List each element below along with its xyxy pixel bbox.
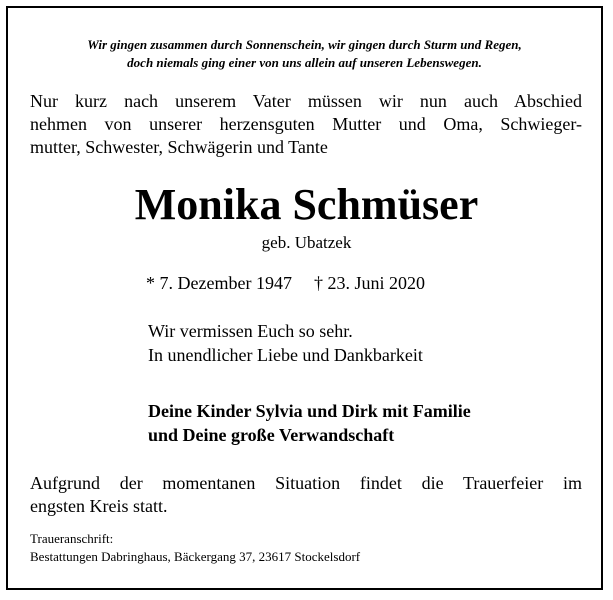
funeral-note	[30, 472, 582, 518]
birth-date: * 7. Dezember 1947	[146, 273, 292, 293]
message	[148, 319, 423, 367]
intro-line-1: Nur kurz nach unserem Vater müssen wir nun auch Abschied	[30, 91, 582, 111]
motto-line-1: Wir gingen zusammen durch Sonnenschein, wir gingen durch Sturm und Regen,	[87, 37, 522, 52]
signers	[148, 399, 471, 447]
intro-line-3: mutter, Schwester, Schwägerin und Tante	[30, 137, 328, 157]
life-dates	[146, 271, 425, 295]
birth-name: geb. Ubatzek	[261, 233, 352, 252]
death-date: † 23. Juni 2020	[313, 273, 425, 293]
intro-line-2: nehmen von unserer herzensguten Mutter und Oma, Schwieger-	[30, 114, 582, 134]
address-label: Traueranschrift:	[30, 531, 114, 546]
note-line-1: Aufgrund der momentanen Situation findet die Trauerfeier im	[30, 473, 582, 493]
address-value: Bestattungen Dabringhaus, Bäckergang 37, 23617 Stockelsdorf	[30, 549, 361, 564]
intro-text	[30, 90, 582, 159]
motto	[20, 36, 589, 72]
signers-line-1: Deine Kinder Sylvia und Dirk mit Familie	[148, 401, 471, 421]
mourning-address	[30, 530, 360, 566]
note-line-2: engsten Kreis statt.	[30, 496, 168, 516]
deceased-name: Monika Schmüser	[134, 180, 479, 229]
signers-line-2: und Deine große Verwandschaft	[148, 425, 395, 445]
message-line-2: In unendlicher Liebe und Dankbarkeit	[148, 345, 423, 365]
message-line-1: Wir vermissen Euch so sehr.	[148, 321, 353, 341]
motto-line-2: doch niemals ging einer von uns allein auf unseren Lebenswegen.	[127, 55, 482, 70]
